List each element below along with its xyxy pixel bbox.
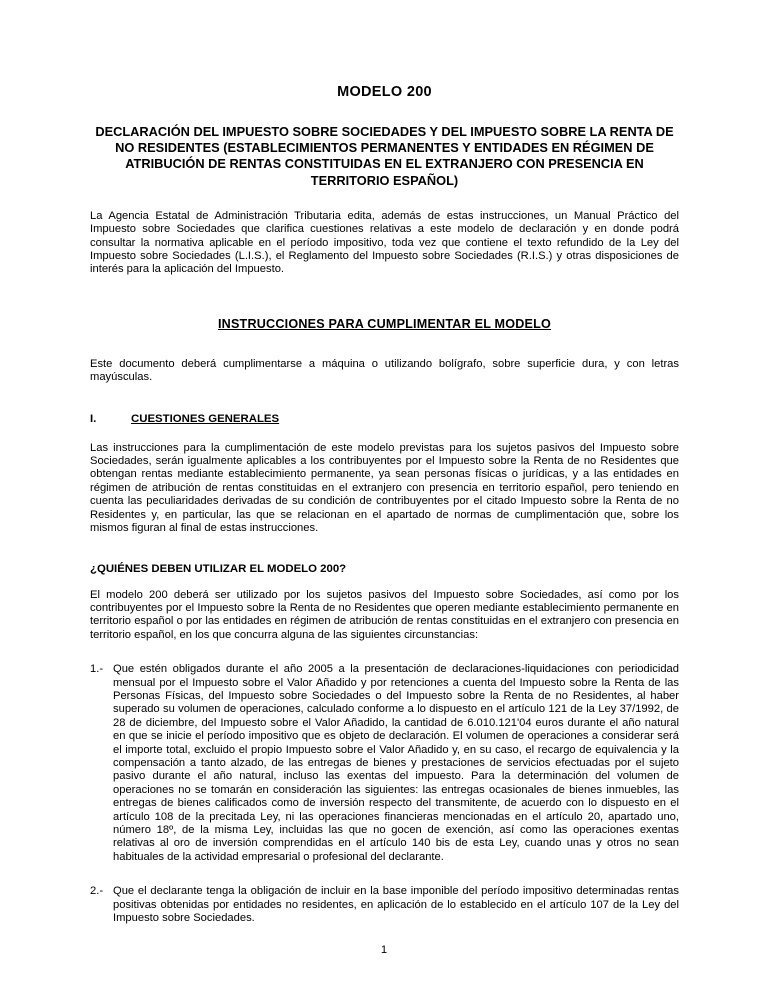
list-item-2	[90, 885, 679, 925]
instructions-note: Este documento deberá cumplimentarse a máquina o utilizando bolígrafo, sobre superficie dura, y con letras mayúsculas.	[90, 357, 679, 384]
list-marker-1: 1.-	[90, 663, 104, 676]
list-item-1	[90, 663, 679, 864]
document-subtitle: DECLARACIÓN DEL IMPUESTO SOBRE SOCIEDADES Y DEL IMPUESTO SOBRE LA RENTA DE NO RESIDENTES (ESTABLECIMIENTOS PERMANENTES Y ENTIDADES EN RÉGIMEN DE ATRIBUCIÓN DE RENTAS CONSTITUIDAS EN EL EXTRANJERO CON PRESENCIA EN TERRITORIO ESPAÑOL)	[95, 124, 674, 188]
list-text-2: Que el declarante tenga la obligación de incluir en la base imponible del período impositivo determinadas rentas positivas obtenidas por entidades no residentes, en aplicación de lo establecido en el artículo 107 de la Ley del Impuesto sobre Sociedades.	[113, 885, 679, 925]
document-title: MODELO 200	[337, 84, 432, 100]
list-marker-2: 2.-	[90, 885, 104, 898]
page-number: 1	[380, 944, 388, 956]
who-must-use-heading: ¿QUIÉNES DEBEN UTILIZAR EL MODELO 200?	[90, 562, 347, 575]
section-general-body: Las instrucciones para la cumplimentación de este modelo previstas para los sujetos pasivos del Impuesto sobre Sociedades, serán igualmente aplicables a los contribuyentes por el Impuesto sobre la Renta de no Residentes que obtengan rentas mediante establecimiento permanente, ya sean personas físicas o jurídicas, y a las entidades en régimen de atribución de rentas constituidas en el extranjero con presencia en territorio español, pero teniendo en cuenta las peculiaridades derivadas de su condición de contribuyentes por el citado Impuesto sobre la Renta de no Residentes y, en particular, las que se relacionan en el apartado de normas de cumplimentación que, sobre los mismos figuran al final de estas instrucciones.	[90, 441, 679, 535]
section-number: I.	[90, 412, 97, 425]
section-title: CUESTIONES GENERALES	[131, 412, 280, 425]
section-heading-general	[90, 413, 679, 425]
intro-paragraph: La Agencia Estatal de Administración Tributaria edita, además de estas instrucciones, un Manual Práctico del Impuesto sobre Sociedades que clarifica cuestiones relativas a este modelo de declaración y en donde podrá consultar la normativa aplicable en el período impositivo, toda vez que contiene el texto refundido de la Ley del Impuesto sobre Sociedades (L.I.S.), el Reglamento del Impuesto sobre Sociedades (R.I.S.) y otras disposiciones de interés para la aplicación del Impuesto.	[90, 209, 679, 276]
who-must-use-intro: El modelo 200 deberá ser utilizado por los sujetos pasivos del Impuesto sobre Sociedades, así como por los contribuyentes por el Impuesto sobre la Renta de no Residentes que operen mediante establecimiento permanente en territorio español o por las entidades en régimen de atribución de rentas constituidas en el extranjero con presencia en territorio español, en los que concurra alguna de las siguientes circunstancias:	[90, 588, 679, 641]
instructions-heading: INSTRUCCIONES PARA CUMPLIMENTAR EL MODELO	[217, 316, 552, 331]
list-text-1: Que estén obligados durante el año 2005 a la presentación de declaraciones-liquidaciones con periodicidad mensual por el Impuesto sobre el Valor Añadido y por retenciones a cuenta del Impuesto sobre la Renta de las Personas Físicas, del Impuesto sobre Sociedades o del Impuesto sobre la Renta de no Residentes, al haber superado su volumen de operaciones, calculado conforme a lo dispuesto en el artículo 121 de la Ley 37/1992, de 28 de diciembre, del Impuesto sobre el Valor Añadido, la cantidad de 6.010.121'04 euros durante el año natural en que se inicie el período impositivo que es objeto de declaración. El volumen de operaciones a considerar será el importe total, excluido el propio Impuesto sobre el Valor Añadido y, en su caso, el recargo de equivalencia y la compensación a tanto alzado, de las entregas de bienes y prestaciones de servicios efectuadas por el sujeto pasivo durante el año natural, incluso las exentas del impuesto. Para la determinación del volumen de operaciones no se tomarán en consideración las siguientes: las entregas ocasionales de bienes inmuebles, las entregas de bienes calificados como de inversión respecto del transmitente, de acuerdo con lo dispuesto en el artículo 108 de la precitada Ley, ni las operaciones financieras mencionadas en el artículo 20, apartado uno, número 18º, de la misma Ley, incluidas las que no gocen de exención, así como las operaciones exentas relativas al oro de inversión comprendidas en el artículo 140 bis de esta Ley, cuando unas y otros no sean habituales de la actividad empresarial o profesional del declarante.	[113, 663, 679, 863]
